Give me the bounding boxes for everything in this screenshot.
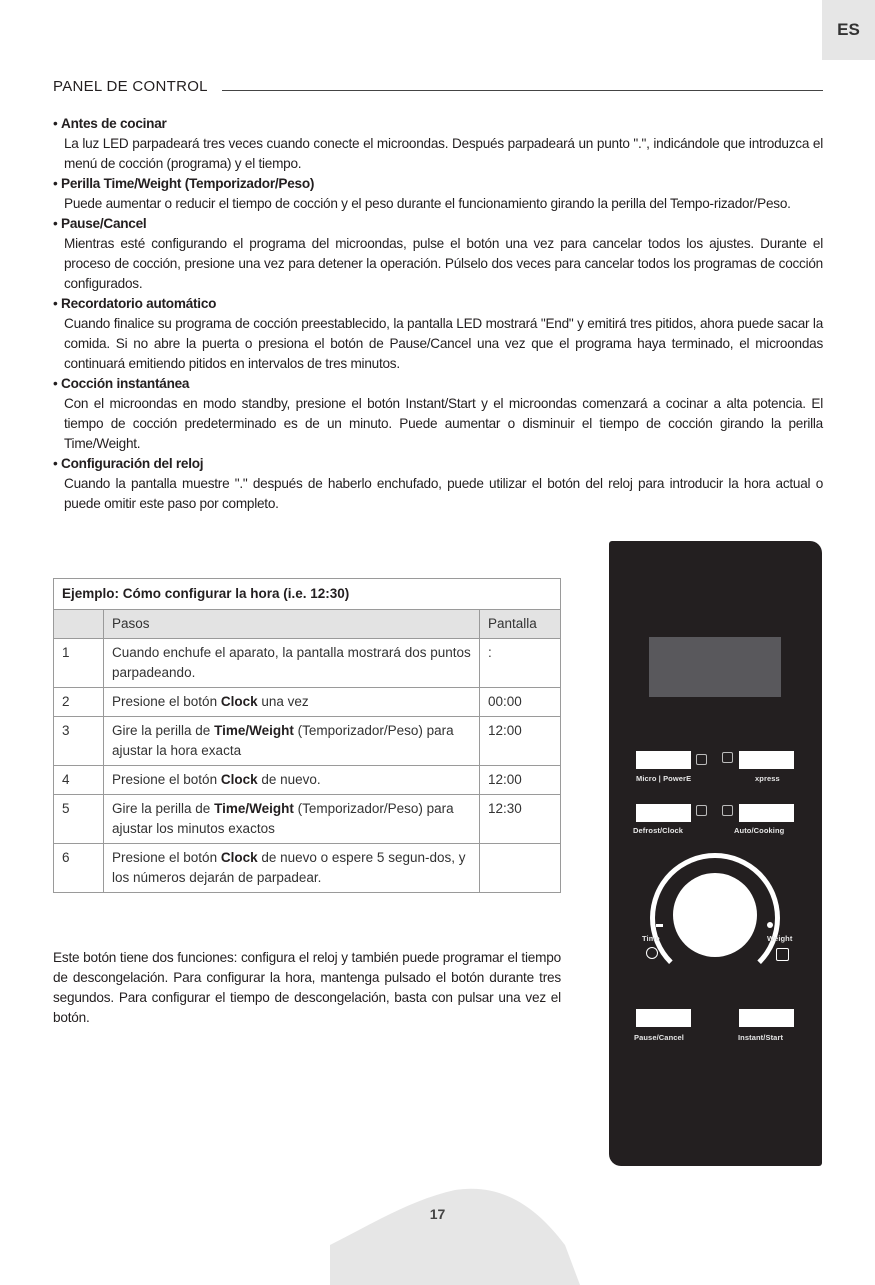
pause-cancel-button [636,1009,691,1027]
bullet-title: • Pause/Cancel [53,214,823,234]
table-row [54,688,561,717]
weight-label: Weight [767,934,793,943]
bullet-configuracion-reloj [53,454,823,514]
step-number: 2 [54,688,104,717]
plus-icon [767,922,773,928]
step-number: 1 [54,639,104,688]
section-header [53,78,823,95]
clock-setup-table [53,578,561,893]
table-header-row [54,610,561,639]
language-tab: ES [822,0,875,60]
instant-start-button [739,1009,794,1027]
step-text-bold: Clock [220,772,258,787]
auto-cooking-icon [722,805,733,816]
micro-power-label: Micro | PowerE [636,774,692,783]
step-text-pre: Cuando enchufe el aparato, la pantalla mostrará dos puntos parpadeando. [112,645,471,680]
step-text-post: (Temporizador/Peso) para ajustar los minutos exactos [112,801,454,836]
step-text [104,717,480,766]
bullet-body: Puede aumentar o reducir el tiempo de cocción y el peso durante el funcionamiento girando la perilla del Tempo-rizador/Peso. [64,196,791,211]
bullet-body: La luz LED parpadeará tres veces cuando conecte el microondas. Después parpadeará un punto ".", indicándole que introduzca el menú de cocción (programa) y el tiempo. [64,136,823,171]
bullet-title: • Recordatorio automático [53,294,823,314]
table-row [54,639,561,688]
bullet-pause-cancel [53,214,823,294]
bullet-body: Mientras esté configurando el programa del microondas, pulse el botón una vez para cancelar todos los ajustes. Durante el proceso de cocción, presione una vez para detener la operación. Púlselo dos veces para cancelar todos los programas de cocción configurados. [64,236,823,291]
bullet-antes-de-cocinar [53,114,823,174]
table-row [54,795,561,844]
step-display: 12:00 [480,766,561,795]
step-display: 00:00 [480,688,561,717]
step-display: 12:00 [480,717,561,766]
step-display: : [480,639,561,688]
time-label: Time [642,934,660,943]
footer-swoosh [330,1185,580,1285]
header-num [54,610,104,639]
step-number: 6 [54,844,104,893]
scale-icon [776,948,789,961]
step-text-pre: Presione el botón [112,772,221,787]
bullet-body: Cuando finalice su programa de cocción preestablecido, la pantalla LED mostrará "End" y emitirá tres pitidos, ahora puede sacar la comida. Si no abre la puerta o presiona el botón de Pause/Cancel una vez que el programa haya terminado, el microondas continuará emitiendo pitidos en intervalos de tres minutos. [64,316,823,371]
step-text-pre: Presione el botón [112,850,221,865]
step-display: 12:30 [480,795,561,844]
express-icon [722,752,733,763]
bullet-coccion-instantanea [53,374,823,454]
express-label: xpress [755,774,780,783]
step-text-bold: Clock [220,694,258,709]
section-rule [222,90,823,91]
step-text [104,639,480,688]
step-number: 3 [54,717,104,766]
bullet-title: • Cocción instantánea [53,374,823,394]
micro-power-button [636,751,691,769]
step-text-post: de nuevo o espere 5 segun-dos, y los números dejarán de parpadear. [112,850,466,885]
step-number: 5 [54,795,104,844]
clock-icon [646,947,658,959]
header-display: Pantalla [480,610,561,639]
step-text [104,795,480,844]
page-number: 17 [429,1206,446,1222]
instant-start-label: Instant/Start [738,1033,784,1042]
defrost-clock-button [636,804,691,822]
minus-icon [656,924,663,927]
defrost-icon [696,805,707,816]
bullet-body: Cuando la pantalla muestre "." después de haberlo enchufado, puede utilizar el botón del reloj para introducir la hora actual o puede omitir este paso por completo. [64,476,823,511]
table-row [54,717,561,766]
step-text-pre: Gire la perilla de [112,723,215,738]
auto-cooking-label: Auto/Cooking [734,826,785,835]
auto-cooking-button [739,804,794,822]
bullet-body: Con el microondas en modo standby, presione el botón Instant/Start y el microondas comenzará a cocinar a alta potencia. El tiempo de cocción predeterminado es de un minuto. Puede aumentar o disminuir el tiempo de cocción girando la perilla Time/Weight. [64,396,823,451]
step-text-post: (Temporizador/Peso) para ajustar la hora exacta [112,723,454,758]
bullet-recordatorio [53,294,823,374]
step-text-post: una vez [257,694,309,709]
clock-button-note: Este botón tiene dos funciones: configura el reloj y también puede programar el tiempo de descongelación. Para configurar la hora, mantenga pulsado el botón durante tres segundos. Para configurar el tiempo de descongelación, basta con pulsar una vez el botón. [53,950,561,1025]
table-row [54,844,561,893]
defrost-clock-label: Defrost/Clock [633,826,684,835]
microwave-icon [696,754,707,765]
table-row [54,766,561,795]
bullet-title: • Configuración del reloj [53,454,823,474]
step-text-bold: Time/Weight [214,801,294,816]
step-text-pre: Gire la perilla de [112,801,215,816]
feature-list [53,114,823,514]
time-weight-knob [673,873,757,957]
step-text-pre: Presione el botón [112,694,221,709]
header-steps: Pasos [104,610,480,639]
bullet-title: • Perilla Time/Weight (Temporizador/Peso) [53,174,823,194]
section-title: PANEL DE CONTROL [53,78,208,95]
step-text [104,766,480,795]
step-text-post: de nuevo. [257,772,321,787]
step-text [104,688,480,717]
led-display [649,637,781,697]
table-caption: Ejemplo: Cómo configurar la hora (i.e. 12:30) [54,579,561,610]
step-display [480,844,561,893]
bullet-time-weight [53,174,823,214]
pause-cancel-label: Pause/Cancel [634,1033,684,1042]
step-number: 4 [54,766,104,795]
bullet-title: • Antes de cocinar [53,114,823,134]
step-text-bold: Clock [220,850,258,865]
step-text [104,844,480,893]
express-button [739,751,794,769]
step-text-bold: Time/Weight [214,723,294,738]
control-panel-illustration [609,541,822,1166]
